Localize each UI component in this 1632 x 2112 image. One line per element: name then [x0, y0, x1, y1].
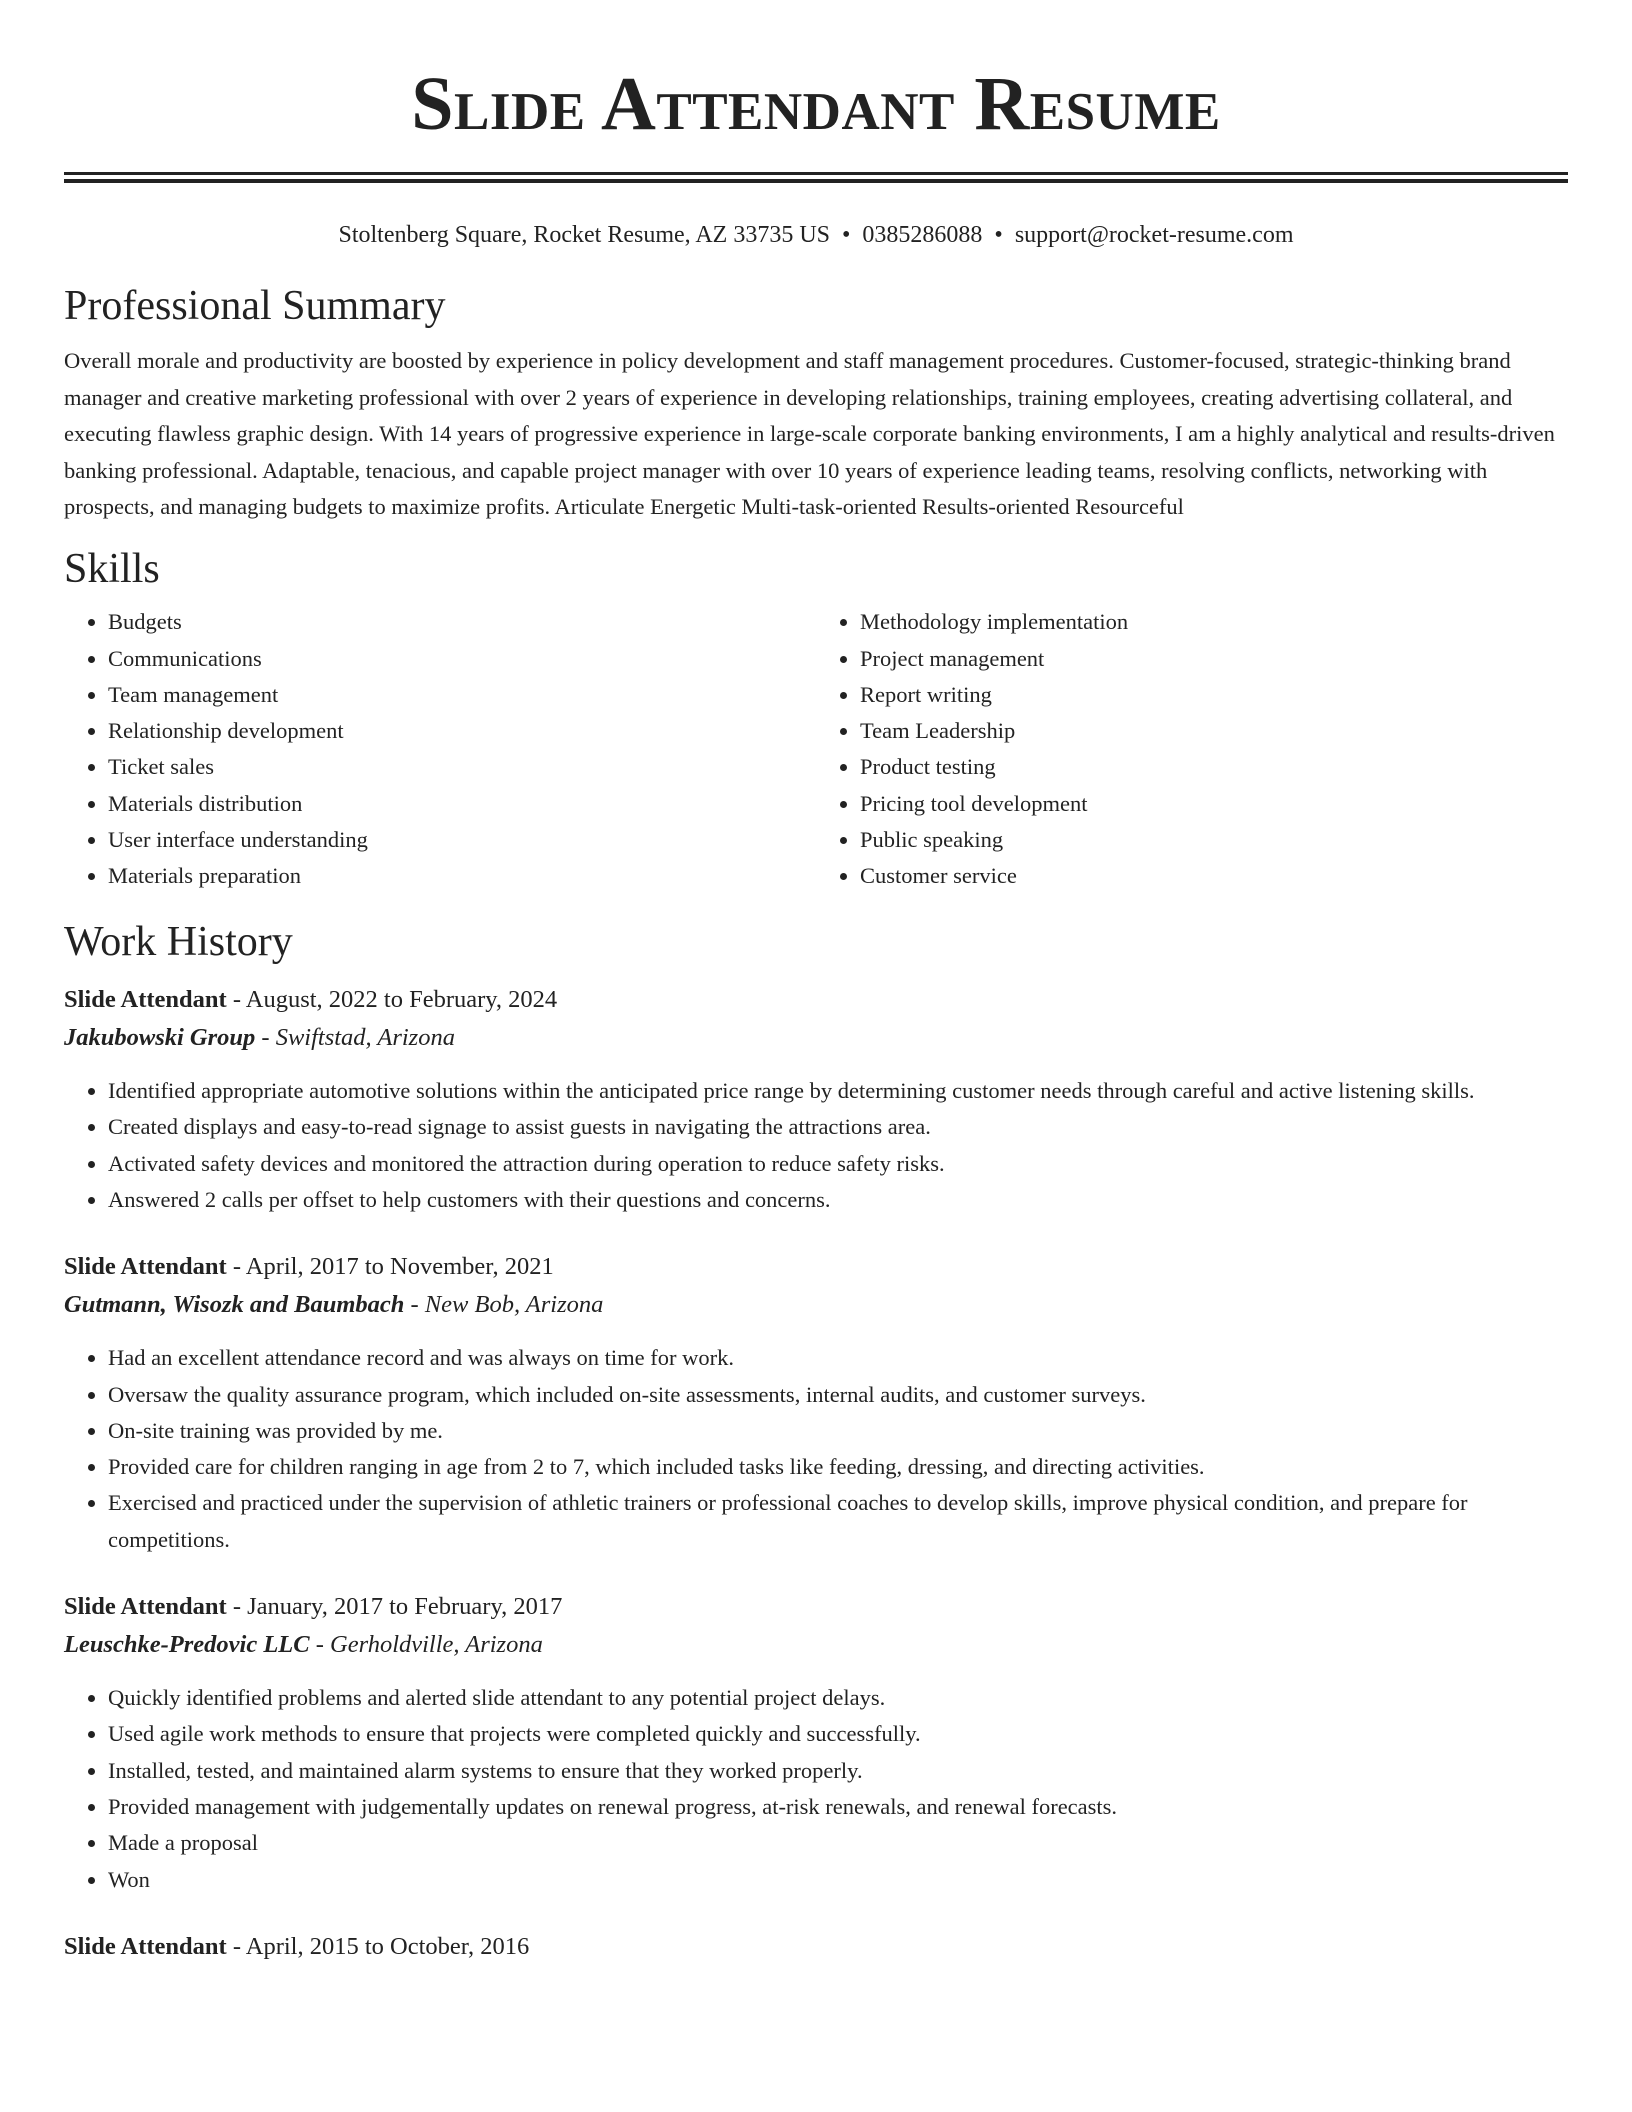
job-entry [64, 1588, 1568, 1898]
skill-item: • User interface understanding [108, 822, 816, 858]
job-location: - Swiftstad, Arizona [255, 1024, 455, 1052]
job-company-line [64, 1019, 1568, 1057]
job-company: Leuschke-Predovic LLC [64, 1631, 310, 1659]
summary-heading: Professional Summary [64, 283, 446, 329]
job-title-line [64, 1588, 1568, 1626]
skills-heading: Skills [64, 545, 160, 592]
skills-list [64, 604, 1568, 894]
skills-right-column [816, 604, 1568, 894]
job-bullet: • Oversaw the quality assurance program, which included on-site assessments, internal audits, and customer surveys. [108, 1377, 1568, 1413]
job-title-line [64, 981, 1568, 1019]
contact-address: Stoltenberg Square, Rocket Resume, AZ 33735 US [338, 222, 830, 248]
job-entry [64, 1248, 1568, 1558]
work-history-heading: Work History [64, 918, 293, 965]
job-bullet: • Identified appropriate automotive solutions within the anticipated price range by determining customer needs through careful and active listening skills. [108, 1073, 1568, 1109]
job-bullet: • Installed, tested, and maintained alarm systems to ensure that they worked properly. [108, 1753, 1568, 1789]
job-bullet: • Exercised and practiced under the supervision of athletic trainers or professional coaches to develop skills, improve physical condition, and prepare for competitions. [108, 1485, 1568, 1558]
skill-item: • Report writing [860, 677, 1568, 713]
job-bullet: • On-site training was provided by me. [108, 1413, 1568, 1449]
job-bullets [64, 1680, 1568, 1898]
job-bullet: • Used agile work methods to ensure that projects were completed quickly and successfully. [108, 1716, 1568, 1752]
job-company: Jakubowski Group [64, 1024, 256, 1052]
contact-separator: • [842, 222, 851, 248]
page-title: Slide Attendant Resume [411, 62, 1221, 146]
job-bullet: • Made a proposal [108, 1825, 1568, 1861]
contact-email[interactable]: support@rocket-resume.com [1014, 222, 1294, 248]
job-bullet: • Answered 2 calls per offset to help customers with their questions and concerns. [108, 1182, 1568, 1218]
job-bullet: • Provided management with judgementally updates on renewal progress, at-risk renewals, and renewal forecasts. [108, 1789, 1568, 1825]
contact-phone: 0385286088 [862, 222, 983, 248]
title-divider [64, 172, 1568, 183]
job-location: - New Bob, Arizona [404, 1291, 604, 1319]
job-dates: - January, 2017 to February, 2017 [226, 1593, 563, 1621]
job-dates: - April, 2015 to October, 2016 [226, 1932, 530, 1960]
skill-item: • Materials distribution [108, 786, 816, 822]
job-title-line [64, 1928, 1568, 1966]
skill-item: • Team management [108, 677, 816, 713]
job-dates: - August, 2022 to February, 2024 [226, 986, 558, 1014]
skill-item: • Project management [860, 641, 1568, 677]
summary-text: Overall morale and productivity are boosted by experience in policy development and staff management procedures. Customer-focused, strategic-thinking brand manager and creative marketing professional with over 2 years of experience in developing relationships, training employees, creating advertising collateral, and executing flawless graphic design. With 14 years of progressive experience in large-scale corporate banking environments, I am a highly analytical and results-driven banking professional. Adaptable, tenacious, and capable project manager with over 10 years of experience leading teams, resolving conflicts, networking with prospects, and managing budgets to maximize profits. Articulate Energetic Multi-task-oriented Results-oriented Resourceful [64, 348, 1555, 520]
job-bullet: • Quickly identified problems and alerted slide attendant to any potential project delays. [108, 1680, 1568, 1716]
skill-item: • Customer service [860, 858, 1568, 894]
skill-item: • Product testing [860, 749, 1568, 785]
job-dates: - April, 2017 to November, 2021 [226, 1253, 554, 1281]
skills-left-column [64, 604, 816, 894]
job-bullet: • Won [108, 1862, 1568, 1898]
contact-line [64, 219, 1568, 251]
job-company-line [64, 1286, 1568, 1324]
job-title: Slide Attendant [64, 1932, 227, 1960]
skill-item: • Communications [108, 641, 816, 677]
job-company: Gutmann, Wisozk and Baumbach [64, 1291, 405, 1319]
skill-item: • Methodology implementation [860, 604, 1568, 640]
skill-item: • Pricing tool development [860, 786, 1568, 822]
skill-item: • Public speaking [860, 822, 1568, 858]
skill-item: • Relationship development [108, 713, 816, 749]
skill-item: • Materials preparation [108, 858, 816, 894]
job-entry [64, 981, 1568, 1218]
skill-item: • Ticket sales [108, 749, 816, 785]
skill-item: • Team Leadership [860, 713, 1568, 749]
job-bullet: • Had an excellent attendance record and was always on time for work. [108, 1340, 1568, 1376]
job-bullet: • Created displays and easy-to-read signage to assist guests in navigating the attractions area. [108, 1109, 1568, 1145]
job-title: Slide Attendant [64, 986, 227, 1014]
job-entry [64, 1928, 1568, 1966]
job-location: - Gerholdville, Arizona [309, 1631, 543, 1659]
job-bullets [64, 1340, 1568, 1558]
job-title-line [64, 1248, 1568, 1286]
job-company-line [64, 1626, 1568, 1664]
job-bullets [64, 1073, 1568, 1218]
job-title: Slide Attendant [64, 1593, 227, 1621]
contact-separator: • [994, 222, 1003, 248]
skill-item: • Budgets [108, 604, 816, 640]
job-bullet: • Provided care for children ranging in age from 2 to 7, which included tasks like feeding, dressing, and directing activities. [108, 1449, 1568, 1485]
job-title: Slide Attendant [64, 1253, 227, 1281]
job-bullet: • Activated safety devices and monitored the attraction during operation to reduce safety risks. [108, 1146, 1568, 1182]
